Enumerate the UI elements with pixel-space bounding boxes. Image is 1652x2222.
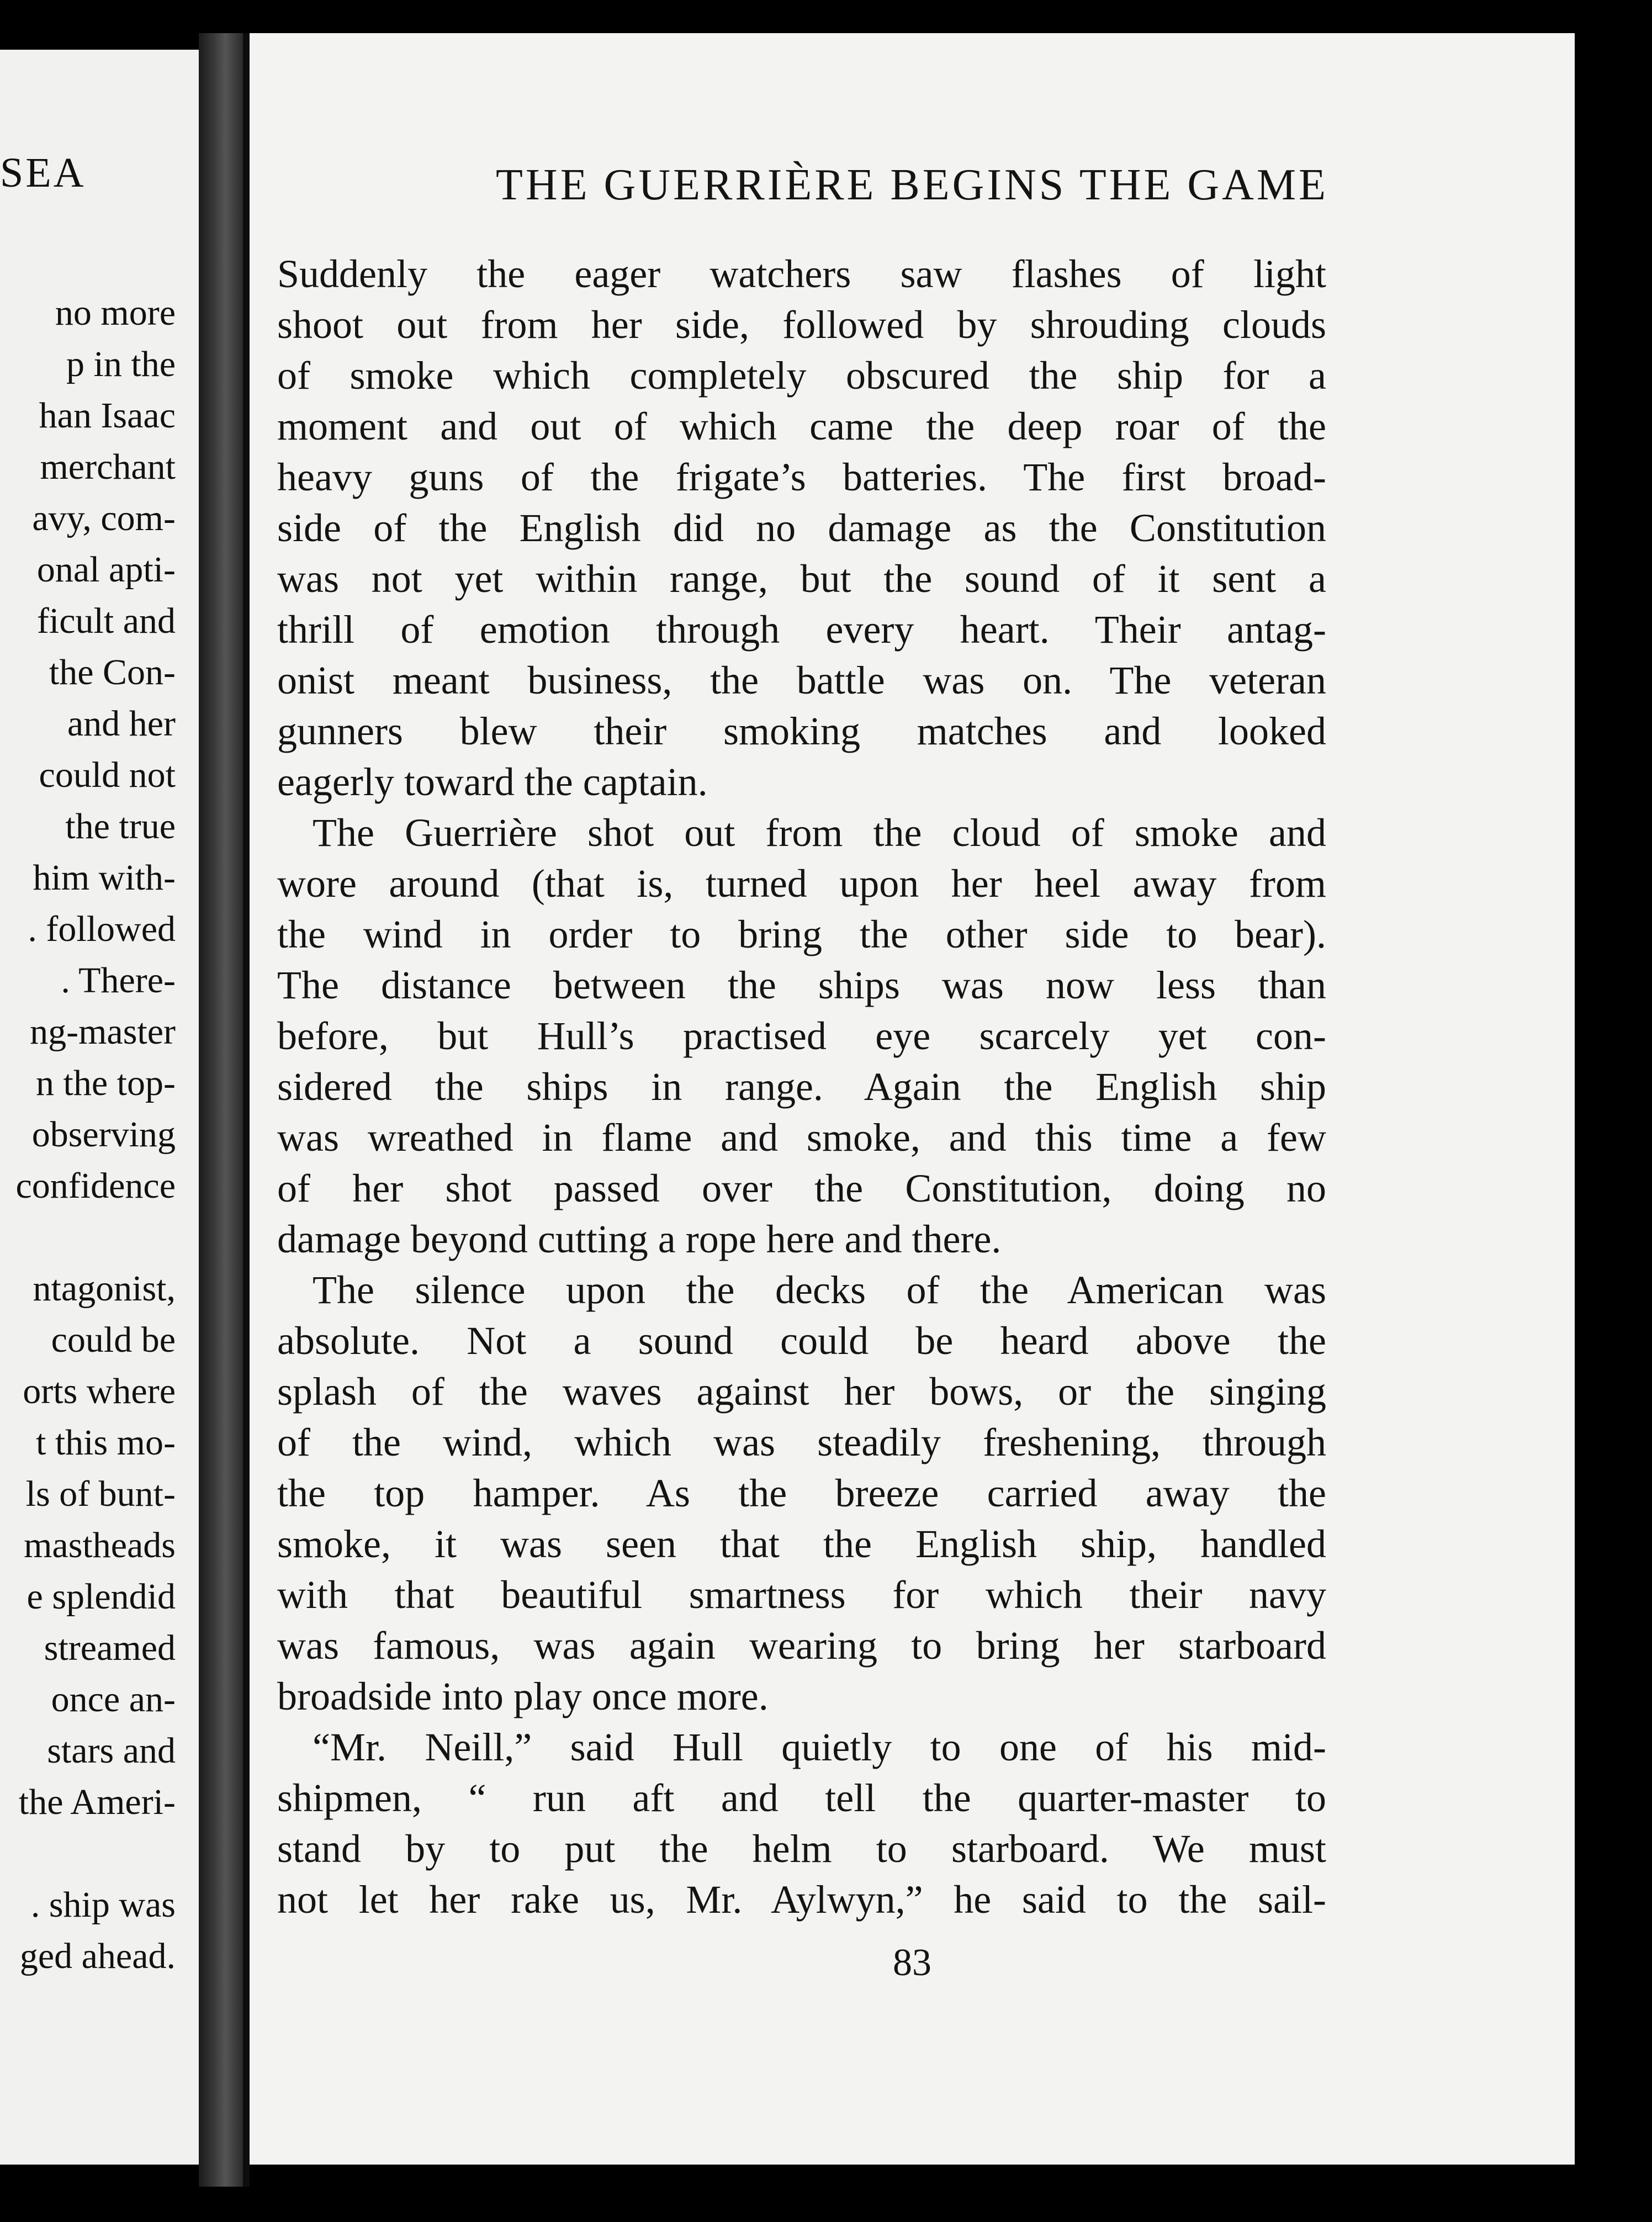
text-line: shoot out from her side, followed by shrouding clouds — [277, 303, 1326, 347]
text-line: avy, com- — [32, 498, 176, 538]
text-line: the Con- — [49, 652, 176, 692]
text-line: orts where — [23, 1371, 176, 1411]
text-line: ntagonist, — [33, 1268, 176, 1309]
text-line: broadside into play once more. — [277, 1674, 769, 1718]
text-line: gunners blew their smoking matches and looked — [277, 709, 1326, 753]
text-line: n the top- — [36, 1063, 176, 1103]
text-line — [0, 1211, 176, 1263]
text-line: splash of the waves against her bows, or the singing — [277, 1369, 1326, 1414]
text-line: side of the English did no damage as the Constitution — [277, 506, 1326, 550]
text-line: confidence — [15, 1166, 176, 1206]
text-line: Suddenly the eager watchers saw flashes of light — [277, 252, 1326, 296]
text-line: the top hamper. As the breeze carried away the — [277, 1471, 1326, 1515]
text-line: the true — [65, 806, 176, 847]
text-line: and her — [67, 703, 176, 744]
text-line: of smoke which completely obscured the ship for a — [277, 353, 1326, 398]
text-line: . ship was — [30, 1885, 176, 1925]
text-line: could be — [51, 1320, 176, 1360]
text-line: . There- — [61, 960, 176, 1001]
text-line: absolute. Not a sound could be heard above the — [277, 1319, 1326, 1363]
previous-page-fragment — [0, 50, 199, 2165]
text-line: stand by to put the helm to starboard. We must — [277, 1827, 1326, 1871]
text-line: thrill of emotion through every heart. Their antag- — [277, 607, 1326, 652]
text-line: stars and — [47, 1731, 176, 1771]
text-line: t this mo- — [35, 1422, 176, 1463]
text-line: mastheads — [24, 1525, 176, 1565]
text-line: was not yet within range, but the sound of it sent a — [277, 557, 1326, 601]
text-line: moment and out of which came the deep roar of the — [277, 404, 1326, 448]
text-line: sidered the ships in range. Again the English ship — [277, 1065, 1326, 1109]
page-edge-shadow — [243, 33, 250, 2187]
previous-page-running-head: SEA — [0, 150, 86, 196]
page-body-text — [277, 248, 1326, 1925]
text-line: the Ameri- — [18, 1782, 176, 1822]
text-line: ng-master — [30, 1012, 176, 1052]
text-line: The silence upon the decks of the American was — [313, 1268, 1326, 1312]
text-line: observing — [31, 1114, 176, 1155]
text-line: ficult and — [36, 601, 176, 641]
text-line: onist meant business, the battle was on. The veteran — [277, 658, 1326, 702]
text-line: once an- — [51, 1679, 176, 1720]
text-line: was wreathed in flame and smoke, and this time a few — [277, 1115, 1326, 1160]
text-line: e splendid — [27, 1576, 176, 1617]
text-line: The distance between the ships was now less than — [277, 963, 1326, 1007]
text-line: shipmen, “ run aft and tell the quarter-master to — [277, 1776, 1326, 1820]
text-line: heavy guns of the frigate’s batteries. The first broad- — [277, 455, 1326, 499]
text-line: with that beautiful smartness for which their navy — [277, 1573, 1326, 1617]
text-line: smoke, it was seen that the English ship, handled — [277, 1522, 1326, 1566]
text-line: before, but Hull’s practised eye scarcely yet con- — [277, 1014, 1326, 1058]
text-line: “Mr. Neill,” said Hull quietly to one of his mid- — [313, 1725, 1326, 1769]
text-line: was famous, was again wearing to bring her starboard — [277, 1623, 1326, 1668]
text-line: . followed — [28, 909, 176, 949]
text-line — [0, 1828, 176, 1879]
text-line: streamed — [44, 1628, 176, 1668]
previous-page-text — [0, 287, 176, 1982]
text-line: merchant — [40, 447, 176, 487]
text-line: wore around (that is, turned upon her heel away from — [277, 861, 1326, 906]
text-line: damage beyond cutting a rope here and there. — [277, 1217, 1002, 1261]
text-line: could not — [39, 755, 176, 795]
text-line: onal apti- — [36, 549, 176, 590]
text-line: him with- — [33, 858, 176, 898]
corner-notch — [1507, 53, 1536, 75]
text-line: ls of bunt- — [25, 1474, 176, 1514]
text-line: not let her rake us, Mr. Aylwyn,” he said to the sail- — [277, 1877, 1326, 1922]
book-page — [250, 33, 1575, 2165]
text-line: p in the — [66, 344, 176, 384]
text-line: of her shot passed over the Constitution, doing no — [277, 1166, 1326, 1210]
text-line: The Guerrière shot out from the cloud of smoke and — [313, 811, 1326, 855]
text-line: no more — [55, 293, 176, 333]
text-line: eagerly toward the captain. — [277, 760, 708, 804]
book-gutter — [199, 33, 243, 2187]
running-head: THE GUERRIÈRE BEGINS THE GAME — [496, 161, 1328, 209]
text-line: the wind in order to bring the other side to bear). — [277, 912, 1326, 956]
page-number: 83 — [893, 1941, 931, 1984]
text-line: ged ahead. — [19, 1936, 176, 1976]
text-line: han Isaac — [39, 395, 176, 436]
text-line: of the wind, which was steadily freshening, through — [277, 1420, 1326, 1464]
